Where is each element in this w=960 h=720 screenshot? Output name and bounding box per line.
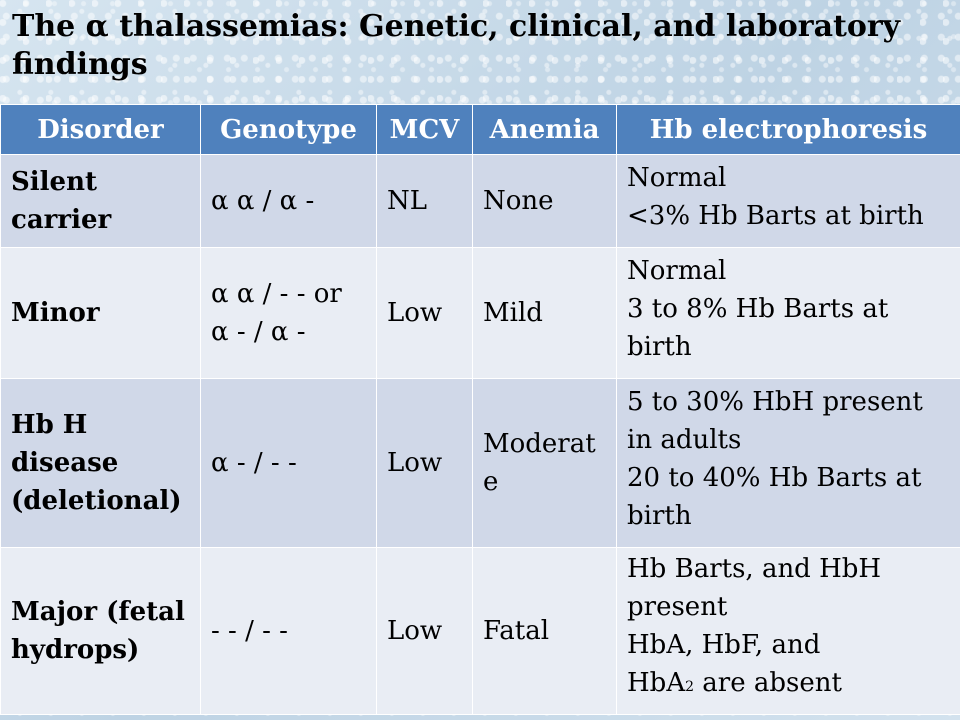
alpha-thalassemia-table	[0, 104, 960, 715]
disorder-cell: Hb H disease (deletional)	[1, 379, 201, 548]
disorder-cell: Silent carrier	[1, 155, 201, 248]
genotype-cell: α α / - - or α - / α -	[201, 248, 377, 379]
col-header-anemia: Anemia	[473, 105, 617, 155]
disorder-cell: Major (fetal hydrops)	[1, 548, 201, 715]
disorder-cell: Minor	[1, 248, 201, 379]
table-row	[1, 248, 960, 379]
subscript-two: 2	[685, 679, 695, 695]
table-row	[1, 548, 960, 715]
hb-electrophoresis-cell: Normal <3% Hb Barts at birth	[617, 155, 960, 248]
slide-title: The α thalassemias: Genetic, clinical, and laboratory findings	[12, 9, 901, 82]
genotype-cell: α - / - -	[201, 379, 377, 548]
col-header-mcv: MCV	[377, 105, 473, 155]
mcv-cell: Low	[377, 548, 473, 715]
header-row	[1, 105, 960, 155]
hb-electrophoresis-cell: Normal 3 to 8% Hb Barts at birth	[617, 248, 960, 379]
table-row	[1, 155, 960, 248]
anemia-cell: Mild	[473, 248, 617, 379]
mcv-cell: Low	[377, 248, 473, 379]
hb-electrophoresis-cell: Hb Barts, and HbH present HbA, HbF, and HbA2 are absent	[617, 548, 960, 715]
mcv-cell: Low	[377, 379, 473, 548]
mcv-cell: NL	[377, 155, 473, 248]
anemia-cell: Moderat e	[473, 379, 617, 548]
genotype-cell: - - / - -	[201, 548, 377, 715]
col-header-hb-electrophoresis: Hb electrophoresis	[617, 105, 960, 155]
anemia-cell: None	[473, 155, 617, 248]
hb-electrophoresis-cell: 5 to 30% HbH present in adults 20 to 40% Hb Barts at birth	[617, 379, 960, 548]
genotype-cell: α α / α -	[201, 155, 377, 248]
col-header-disorder: Disorder	[1, 105, 201, 155]
anemia-cell: Fatal	[473, 548, 617, 715]
table-row	[1, 379, 960, 548]
hb-last-line: HbA2 are absent	[627, 668, 842, 698]
col-header-genotype: Genotype	[201, 105, 377, 155]
